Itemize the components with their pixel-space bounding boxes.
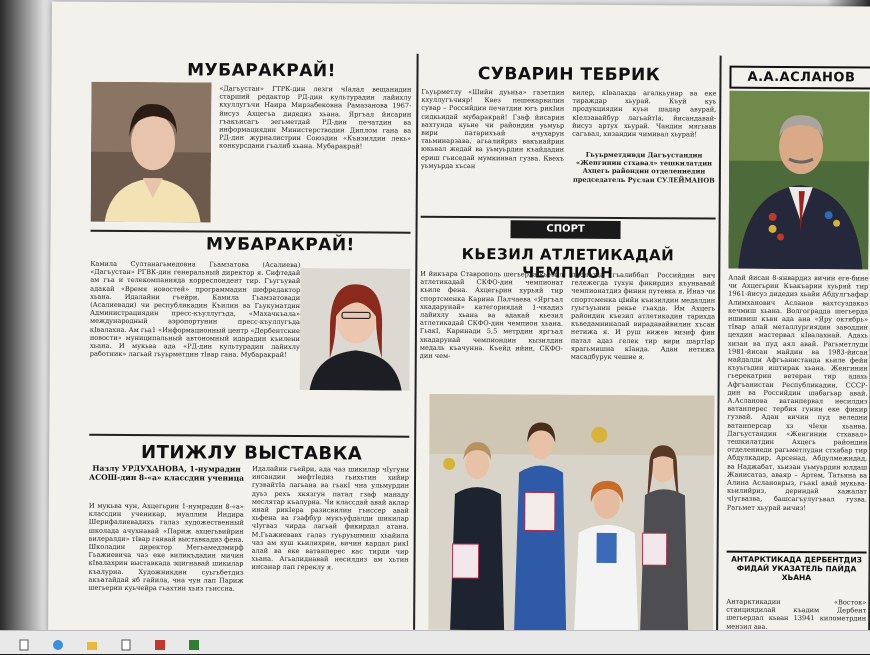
divider [91, 230, 411, 233]
article-sport-body-right: пионатда гъалиббал Российдин вич гележегда тухун фикирдиз къунвавай чемпионатдиз финин путевка я. Инаэ чи спортсменка цIийи къизилдин медалдин гуьгъуьнин рекье гьахда. Им Ахцегь райондин къезил атлетикадин тарихда къведамниналай вирадавайвилин хъсан нетижа я. И руш вижев визиф фин патал адаз гелек тир вири шартIар ярагьмишна кIанда. Адан нетижа масадбурук чешне я. [570, 270, 716, 362]
newspaper-page [48, 2, 870, 639]
headline-mubarakrai-2: МУБАРАКРАЙ! [206, 234, 355, 256]
app-icon[interactable] [188, 636, 200, 648]
article-itijlu-body-right: Идалайни гъейри, ада чаз шикилар чIугуни инсандин мефтIедиз гьихьтин хийир гузвайтIа лагьана ва гьакI чна ульмурдин дуьз рехъ хкязгун патал гзаф манаду меслятар къалурна. Чи классдай авай аклар инай рикIера разисвилин гьиссер авай хьфена ва гзафбур мукъуфдалди шикилар чIугваз чирда лагьай фикирдал атана. М.Гьажиевавх галаз гуьруьшмиш хьайила чаз ам хуш кьилихрин, вичин кардал рикI алай ва еке ватанперес кас тирди чир хьана. Агьалиднавай несилдиз ам хьтин инсанар лап гереклу я. [251, 464, 410, 572]
section-label-sport: СПОРТ [510, 220, 620, 239]
headline-suvarin-tebrik: СУВАРИН ТЕБРИК [477, 64, 661, 86]
photo-kamila-gamzatova [300, 268, 411, 391]
app-icon[interactable] [154, 636, 166, 648]
divider [421, 216, 716, 219]
right-column [720, 6, 870, 639]
divider [89, 434, 409, 438]
headline-mubarakrai-1: МУБАРАКРАЙ! [187, 60, 336, 82]
headline-aslanov: А.А.АСЛАНОВ [729, 66, 870, 90]
article-suvarin-body-right: вилер, кIвалахда агалкьунар ва еке тираждар хьурай. Къуй куь продукциядин куьн шадар авурай, кIелзавайбур лагьайтIа, йисандавай-йисуз артух хьурай. Чандин мягьвав сагъвал, хизандин чимивал хьурай! [572, 88, 717, 139]
photo-athletes-award [428, 394, 714, 632]
middle-column [418, 4, 717, 638]
article-aslanov-body: Алай йисан 8-январдиз вичин еге-бине чи Ахцегьрин Къакъарин хуьряй тир 1961-йисуз дидедиз хьайи Абдулгъафар Алимханович Асланов вахтсуздаказ кечмиш хьана. Волгоградда шегьерда ишивиш къвн ада ана «Яру октябрь» тIвар алай металлургиядин заводдин цехдин мастервал кIвалахнай. Адахь хизан ва пуд аял авай. Рагьметлуди 1981-йисан майдин ва 1983-йисан майдалди Афгъанистанда кьиле фейи къуьгьдин иштирак хьана. Женгинин гьерекатрин ветеран тир адахь Афгъанистан Республикадин, СССР-дин ва Российдин шабагьар авай. А.Асланова ватанпервал несилдиз ватанперес тербия гунин еке фикир гузвай. Адан вичин пуд веледни ватанперсар хз чIехи хьанва. Дагъустандин «Женгинин стхавал» тешкилатдин Ахцегь райондин отделениеди рагьметлудан стхабар тир Абдулкадир, Арсенад, Абдулмежидад, ва Наджабат, хьизан уьмуьрдин юлдаш Жанисатаз, аваяр – Артем, Татьяна ва Алина Аслановрыз, гъакI авай мукьва-кьилийриз, дериндай хажалат чIугвазва, башсагъулугъвал гузва. Рагьмет хьурай вичиз! [726, 273, 869, 512]
article-sport-body-left: И йикъара Ставрополь шегьерда кьезил атлетикадай СКФО-дин чемпионат кьиле фена. Ахцегьрин хурьяй тир спортсменка Карина Палчаева «Яргъал хкадарунай» категориядай 1-чкадиз лайихлу хьана ва адакай кьезил атлетикадай СКФО-дин чемпион хьана. ГьакI, Каринади 5,5 метрдин яргъал хкадарунай чемпиондин кызилдин медаль къачунна. Къейд ийин, СКФО-дин чем- [419, 269, 564, 360]
article-suvarin-signature: Гьуьрметдивди Дагъустандин «Женгинин стхавал» тешкилатдин Ахцегь райондин отделениедин председатель Руслан СУЛЕЙМАНОВ [572, 150, 715, 185]
left-column [88, 2, 412, 636]
headline-kezil-atletika: КЬЕЗИЛ АТЛЕТИКАДАЙ ЧЕМПИОН [461, 245, 675, 282]
article-mubarakrai-1-body: «Дагъустан» ГТРК-дин лезги чIалал вещанидин старший редактор РД-дин культурадин лайихлу кхуллугъчи Наира Мирзабековна Рамазанова 1967-йисуз Ахцегъа дидедиз хьана. Яргъал йисарин гъакъисагъ зегьметдай РД-дин печатдин ва информациядин Министерстводин Диплом гана ва РД-дин журналистрин Союздин «Къизилдин лекь» конкурсдани гъалиб хьана. Мубаракрай! [219, 84, 412, 151]
article-mubarakrai-2-body: Камила Султанагьмедовна Гьамзатова (Асалиева) «Дагъустан» РГВК-дин генеральный директор я. Сифтедай ам гъа и телекомпанияда корреспондент тир. Гъугъувай адакай «Время новостей» программадин шефредактор хьана. Идалайни гъейри, Камила Гьамзатовади (Асалиевади) чи республикадин Къилин ва Гьукуматдин Администрациядин пресс-къуллугъда, «Махачкъала» международный аэропортунин пресс-къуллугъда кIвалахна. Ам гьа1 «Информационный центр «Дербентские новости» муниципальный автономный идарадин къилени хьана. И мукьва ада «РД-дин культурадин лайихлу работник» лагьай гьуьрметдин тIвар гана. Мубаракрай! [89, 259, 301, 360]
photo-aslanov [728, 91, 869, 270]
article-suvarin-body-left: Гьуьрметлу «Шийн дуьньа» газетдин кхуллугъчияр! Квез пешекарвилин сувар – Российдин печатдин югъ рикIин сидкьидай мубаракрай! Гзаф йисарин вахтунда куьне чи райондин уьмуьр вири патарихъай ачухарун таьминарзава, агьалийриз вакъиайрин юкьвал жедай ва уьмуьрдин къайдадин ериш гъиседай мумкинвал гузва. Квехъ уьмуьрда хъсан [420, 87, 565, 170]
headline-itijlu-vystavka: ИТИЖЛУ ВЫСТАВКА [141, 442, 363, 465]
photo-naira-ramazanova [91, 82, 212, 223]
file-icon[interactable] [120, 636, 132, 648]
browser-icon[interactable] [52, 636, 64, 648]
article-antarktida-body: Антарктикадин «Восток» станциядилай къадим Дербент шегьердал кьван 13941 километрдин мензил ава. [726, 597, 867, 631]
headline-antarktida: АНТАРКТИКАДА ДЕРБЕНТДИЗ ФИДАЙ УКАЗАТЕЛЬ ПАЙДА ХЬАНА [726, 551, 866, 583]
taskbar [0, 630, 870, 654]
file-icon[interactable] [18, 636, 30, 648]
article-itijlu-body-left: И мукьва чун, Ахцегьрин 1-нумрадин 8-«а» классдин ученикар, муаллим Индира Шерифалиевадихъ галаз художественный школада ачухнавай «Париж ахцегьвийрин вилералди» тIвар ганвай выставкадиз фена. Школадин директор Мегьамедэмирф Гьажиевича чаз екe виликъдадин мичин кIвалахрин выставкада эцигнавай шикилар къалурна. Художникдин суьгьбетдиз акъатайдай яб гайила, чна чун лап Париж шегьерин куьчейра гьахтин хьиз гьиссна. [88, 501, 244, 593]
article-itijlu-byline: Назлу УРДУХАНОВА, 1-нумрадин АСОШ-дин 8-«а» классдин ученица [89, 463, 245, 483]
folder-icon[interactable] [86, 636, 98, 648]
